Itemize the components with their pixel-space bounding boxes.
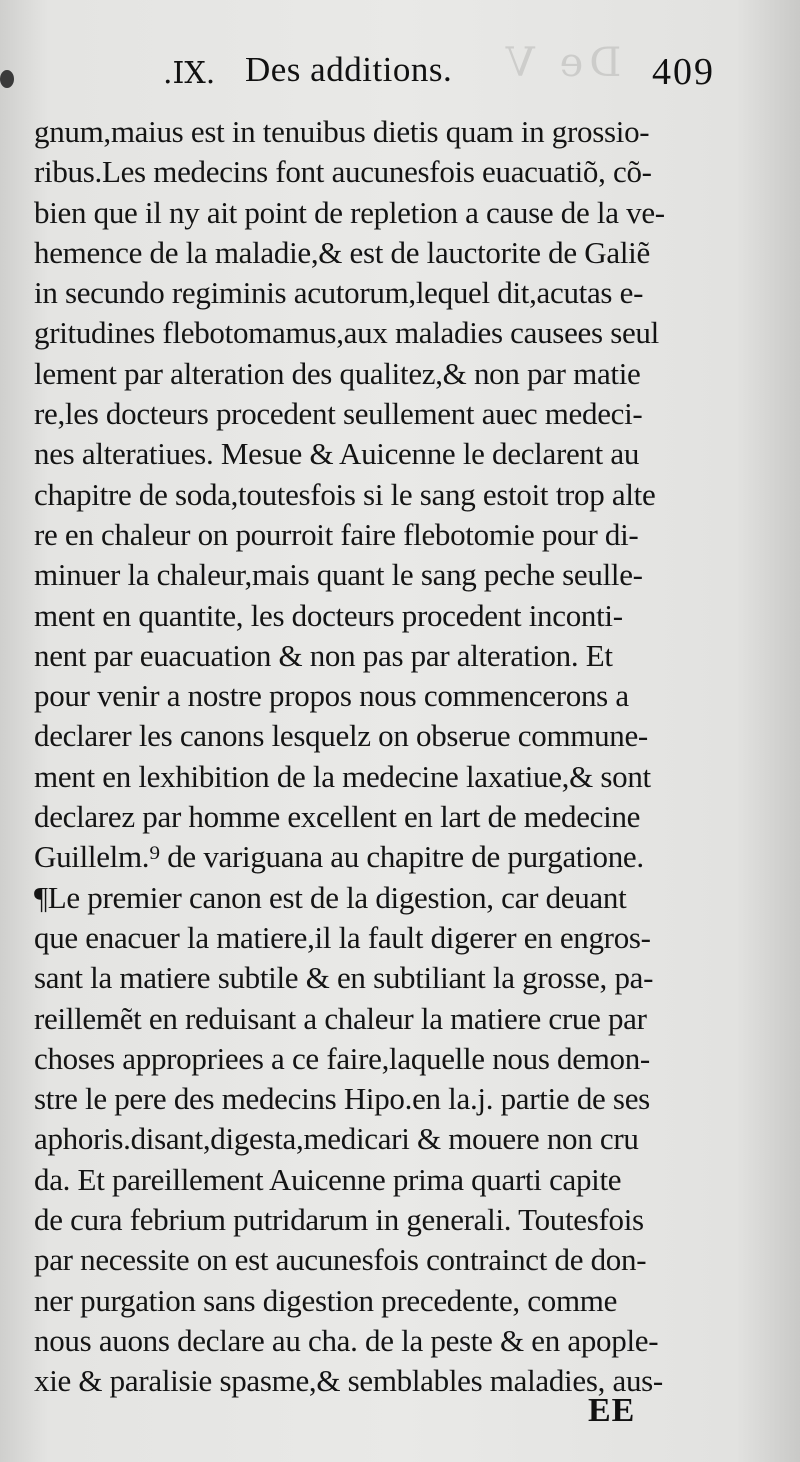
text-line: ment en quantite, les docteurs procedent inconti- [34, 597, 623, 633]
text-line: ment en lexhibition de la medecine laxatiue,& sont [34, 758, 651, 794]
text-line: nent par euacuation & non pas par alteration. Et [34, 637, 613, 673]
text-line: pour venir a nostre propos nous commencerons a [34, 678, 629, 714]
text-line: par necessite on est aucunesfois contrainct de don- [34, 1242, 647, 1278]
text-line: chapitre de soda,toutesfois si le sang estoit trop alte [34, 476, 656, 512]
text-line: hemence de la maladie,& est de lauctorite de Galiẽ [34, 234, 650, 270]
text-line: reillemẽt en reduisant a chaleur la matiere crue par [34, 1000, 647, 1036]
text-line: da. Et pareillement Auicenne prima quarti capite [34, 1161, 622, 1197]
text-line: ¶Le premier canon est de la digestion, car deuant [34, 879, 627, 915]
text-line: minuer la chaleur,mais quant le sang peche seulle- [34, 557, 643, 593]
text-line: declarer les canons lesquelz on obserue commune- [34, 718, 648, 754]
text-line: sant la matiere subtile & en subtiliant la grosse, pa- [34, 960, 654, 996]
text-line: ner purgation sans digestion precedente, comme [34, 1282, 618, 1318]
text-line: que enacuer la matiere,il la fault digerer en engros- [34, 919, 651, 955]
text-line: declarez par homme excellent en lart de medecine [34, 799, 641, 835]
running-header [0, 50, 800, 100]
text-line: stre le pere des medecins Hipo.en la.j. partie de ses [34, 1081, 650, 1117]
text-line: de cura febrium putridarum in generali. Toutesfois [34, 1202, 644, 1238]
text-block [34, 112, 754, 1402]
text-line: nous auons declare au cha. de la peste & en apople- [34, 1322, 659, 1358]
text-line: xie & paralisie spasme,& semblables maladies, aus- [34, 1363, 663, 1399]
bleed-through-header: De V [500, 40, 622, 86]
text-line: re en chaleur on pourroit faire flebotomie pour di- [34, 516, 639, 552]
text-line: gnum,maius est in tenuibus dietis quam in grossio- [34, 114, 650, 149]
text-line: Guillelm.⁹ de variguana au chapitre de purgatione. [34, 839, 644, 875]
text-line: nes alteratiues. Mesue & Auicenne le declarent au [34, 436, 640, 472]
running-title: Des additions. [245, 50, 453, 89]
text-line: ribus.Les medecins font aucunesfois euacuatiõ, cõ- [34, 154, 652, 190]
text-line: choses appropriees a ce faire,laquelle nous demon- [34, 1040, 650, 1076]
signature-mark: EE [588, 1392, 636, 1429]
text-line: bien que il ny ait point de repletion a cause de la ve- [34, 194, 665, 230]
text-line: lement par alteration des qualitez,& non par matie [34, 355, 641, 391]
text-line: in secundo regiminis acutorum,lequel dit,acutas e- [34, 275, 644, 311]
page-number: 409 [652, 51, 715, 93]
header-mark: .IX. [163, 56, 216, 91]
text-line: aphoris.disant,digesta,medicari & mouere non cru [34, 1121, 639, 1157]
text-line: gritudines flebotomamus,aux maladies causees seul [34, 315, 659, 351]
text-line: re,les docteurs procedent seullement auec medeci- [34, 396, 643, 432]
